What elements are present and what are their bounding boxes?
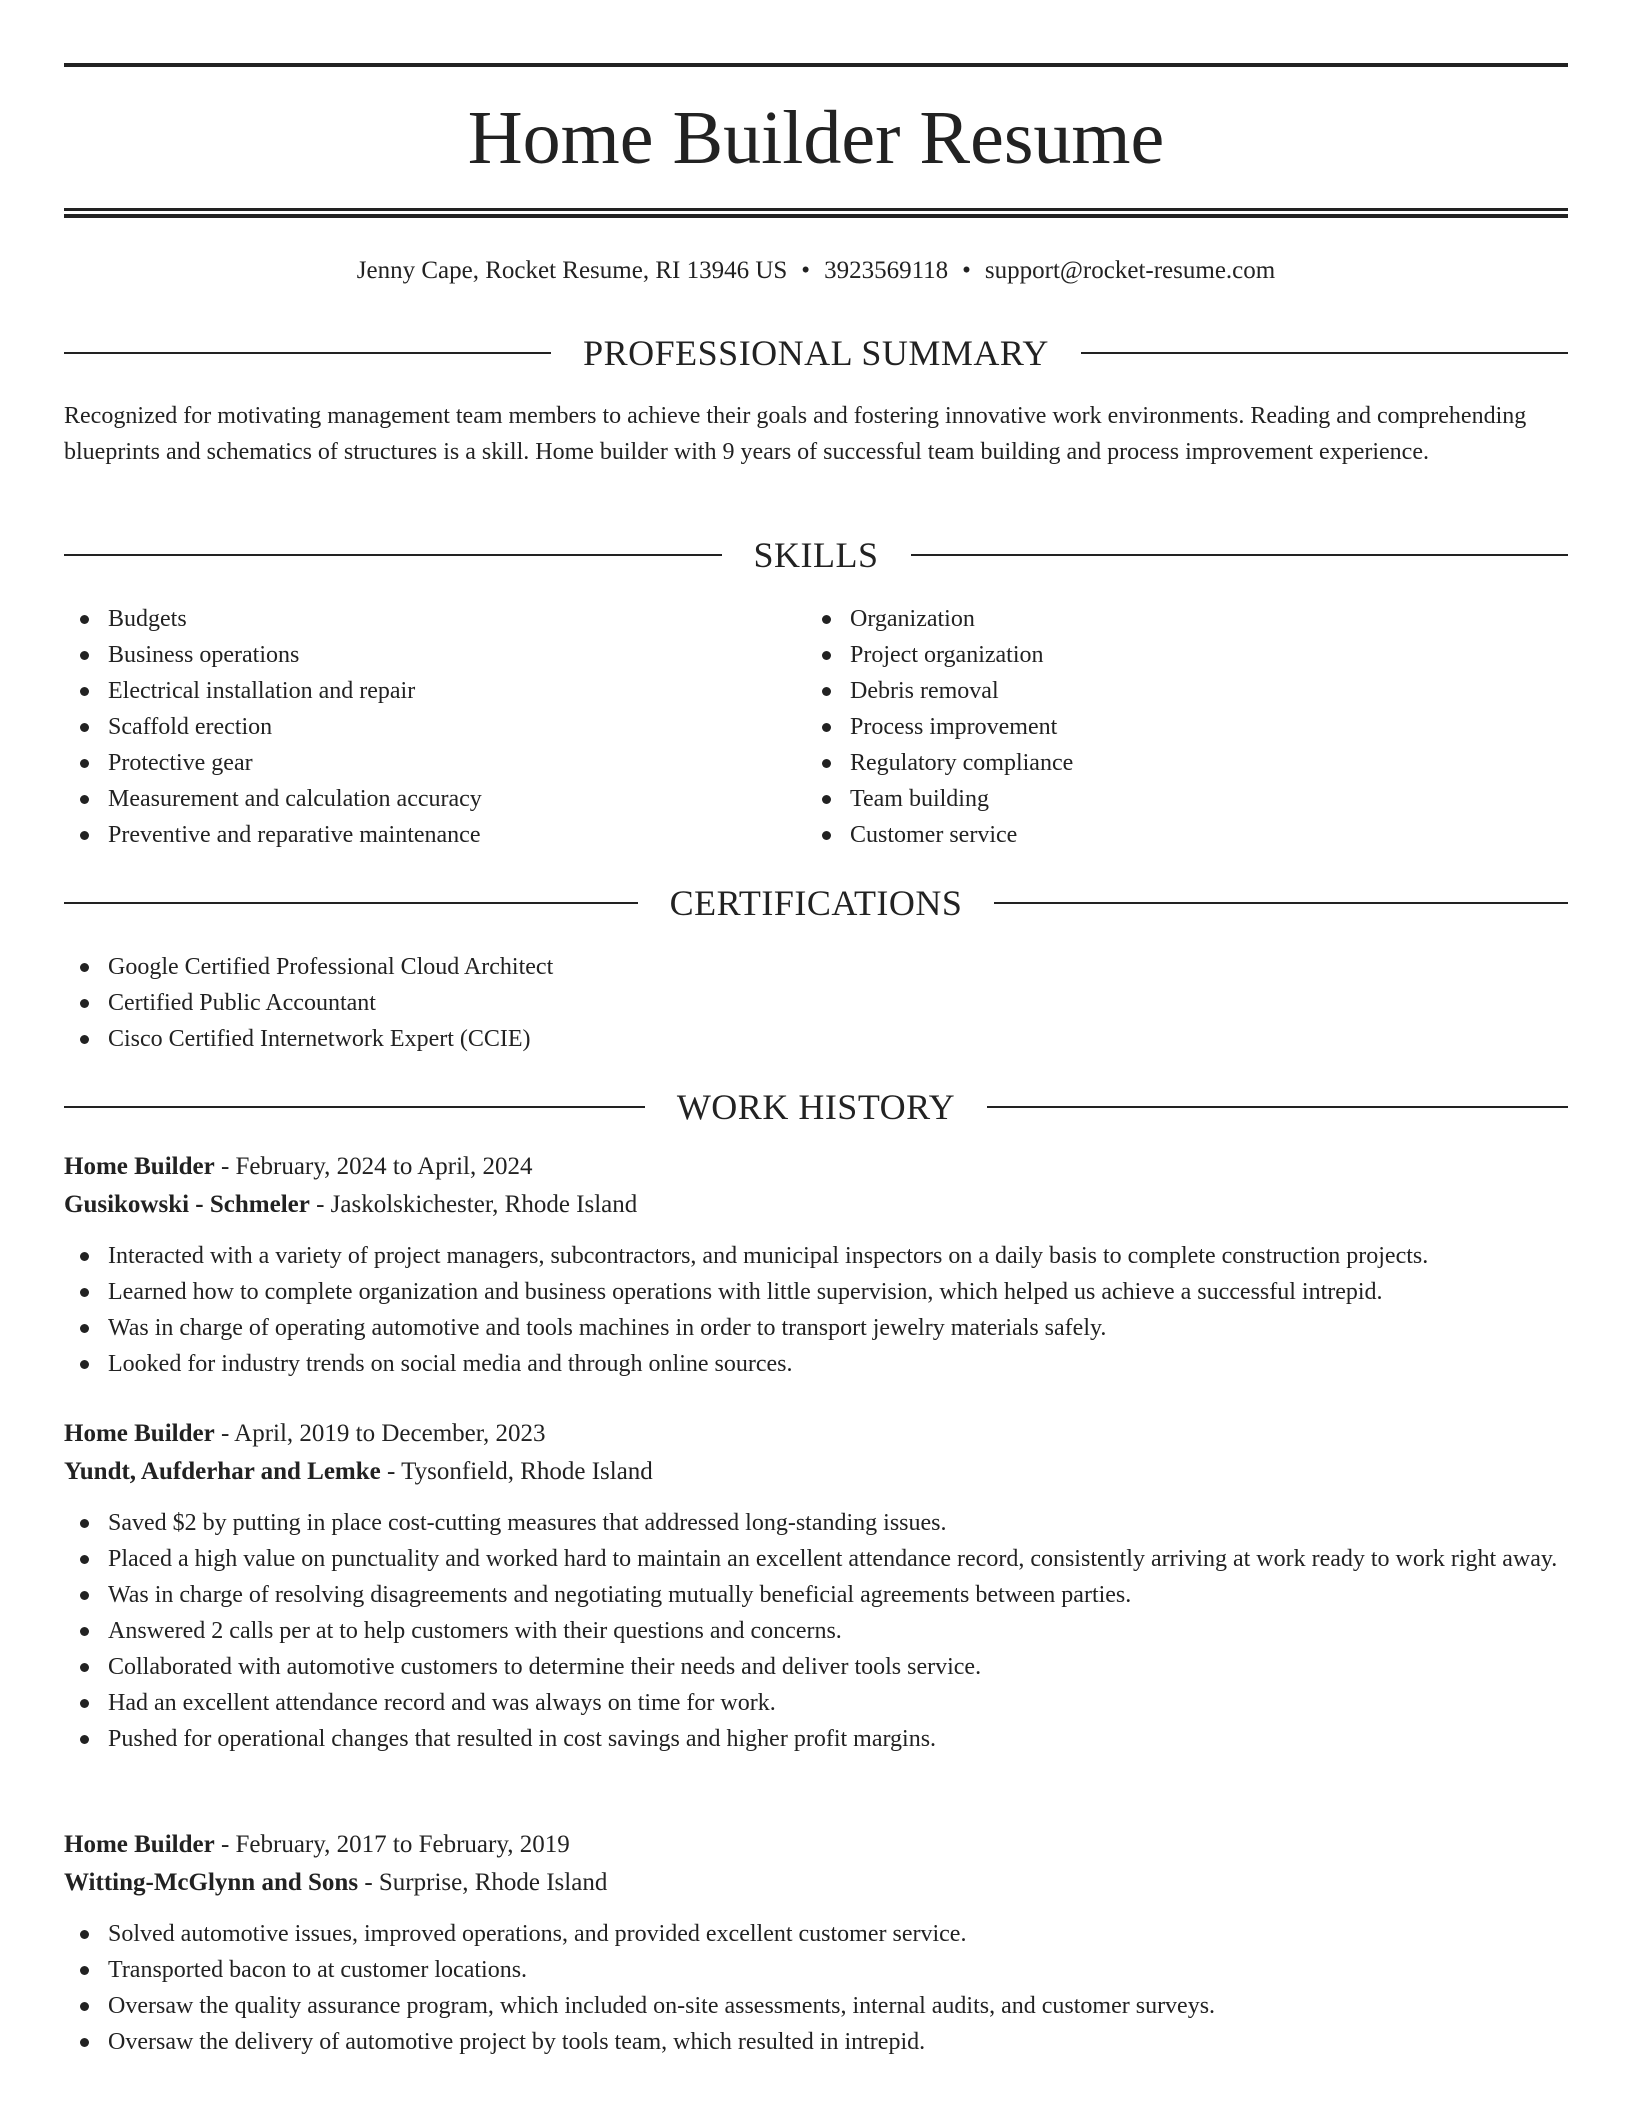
job-bullet: Was in charge of operating automotive and tools machines in order to transport jewelry materials safely.	[64, 1310, 1568, 1346]
contact-line	[64, 254, 1568, 288]
summary-text: Recognized for motivating management team members to achieve their goals and fostering innovative work environments. Reading and comprehending blueprints and schematics of structures is a skill. Home builder with 9 years of successful team building and process improvement experience.	[64, 403, 1527, 465]
section-heading-work-history	[64, 1085, 1568, 1129]
certifications-list	[64, 949, 1464, 1057]
section-title: SKILLS	[753, 535, 879, 575]
job-bullet: Oversaw the delivery of automotive project by tools team, which resulted in intrepid.	[64, 2024, 1568, 2060]
divider	[64, 352, 551, 354]
job-location: - Surprise, Rhode Island	[358, 1869, 608, 1896]
job-location: - Tysonfield, Rhode Island	[380, 1458, 653, 1485]
top-rule	[64, 63, 1568, 67]
job-title: Home Builder	[64, 1420, 215, 1447]
contact-separator: •	[801, 257, 811, 284]
skill-item: Electrical installation and repair	[64, 673, 764, 709]
job-bullet: Had an excellent attendance record and was always on time for work.	[64, 1685, 1568, 1721]
job-entry	[64, 1415, 1568, 1757]
job-dates: - February, 2017 to February, 2019	[214, 1831, 570, 1858]
job-company: Yundt, Aufderhar and Lemke	[64, 1458, 381, 1485]
skill-item: Regulatory compliance	[806, 745, 1506, 781]
divider	[64, 902, 638, 904]
job-bullet: Pushed for operational changes that resulted in cost savings and higher profit margins.	[64, 1721, 1568, 1757]
skill-item: Customer service	[806, 817, 1506, 853]
skill-item: Measurement and calculation accuracy	[64, 781, 764, 817]
skill-item: Business operations	[64, 637, 764, 673]
section-title: WORK HISTORY	[676, 1087, 956, 1127]
job-bullet: Transported bacon to at customer locations.	[64, 1952, 1568, 1988]
skill-item: Protective gear	[64, 745, 764, 781]
job-bullet: Answered 2 calls per at to help customers with their questions and concerns.	[64, 1613, 1568, 1649]
divider	[911, 554, 1569, 556]
skills-list-right	[806, 601, 1506, 853]
job-bullets	[64, 1916, 1568, 2060]
skill-item: Preventive and reparative maintenance	[64, 817, 764, 853]
divider	[64, 554, 722, 556]
title-double-rule	[64, 208, 1568, 218]
job-bullet: Oversaw the quality assurance program, which included on-site assessments, internal audits, and customer surveys.	[64, 1988, 1568, 2024]
job-bullet: Looked for industry trends on social media and through online sources.	[64, 1346, 1568, 1382]
job-bullet: Saved $2 by putting in place cost-cutting measures that addressed long-standing issues.	[64, 1505, 1568, 1541]
skill-item: Project organization	[806, 637, 1506, 673]
job-company: Gusikowski - Schmeler	[64, 1191, 310, 1218]
certification-item: Google Certified Professional Cloud Architect	[64, 949, 1464, 985]
section-title: CERTIFICATIONS	[669, 883, 963, 923]
job-bullet: Learned how to complete organization and business operations with little supervision, which helped us achieve a successful intrepid.	[64, 1274, 1568, 1310]
divider	[64, 1106, 645, 1108]
job-location: - Jaskolskichester, Rhode Island	[309, 1191, 638, 1218]
page-title: Home Builder Resume	[467, 96, 1165, 180]
divider	[987, 1106, 1568, 1108]
job-company-line	[64, 1453, 1568, 1491]
job-company-line	[64, 1864, 1568, 1902]
job-bullets	[64, 1505, 1568, 1757]
certification-item: Certified Public Accountant	[64, 985, 1464, 1021]
job-entry	[64, 1148, 1568, 1382]
certification-item: Cisco Certified Internetwork Expert (CCIE)	[64, 1021, 1464, 1057]
contact-separator: •	[962, 257, 971, 284]
skill-item: Process improvement	[806, 709, 1506, 745]
section-title: PROFESSIONAL SUMMARY	[583, 333, 1049, 373]
job-bullet: Interacted with a variety of project managers, subcontractors, and municipal inspectors on a daily basis to complete construction projects.	[64, 1238, 1568, 1274]
job-title: Home Builder	[64, 1831, 215, 1858]
divider	[1081, 352, 1568, 354]
job-dates: - April, 2019 to December, 2023	[214, 1420, 546, 1447]
job-entry	[64, 1826, 1568, 2060]
skill-item: Scaffold erection	[64, 709, 764, 745]
job-dates: - February, 2024 to April, 2024	[214, 1153, 533, 1180]
job-bullet: Collaborated with automotive customers to determine their needs and deliver tools service.	[64, 1649, 1568, 1685]
job-title-line	[64, 1148, 1568, 1186]
job-bullets	[64, 1238, 1568, 1382]
job-bullet: Was in charge of resolving disagreements and negotiating mutually beneficial agreements between parties.	[64, 1577, 1568, 1613]
skill-item: Debris removal	[806, 673, 1506, 709]
section-heading-skills	[64, 533, 1568, 577]
job-company: Witting-McGlynn and Sons	[64, 1869, 359, 1896]
job-title-line	[64, 1415, 1568, 1453]
job-company-line	[64, 1186, 1568, 1224]
skill-item: Team building	[806, 781, 1506, 817]
skill-item: Organization	[806, 601, 1506, 637]
section-heading-certifications	[64, 881, 1568, 925]
skill-item: Budgets	[64, 601, 764, 637]
job-title-line	[64, 1826, 1568, 1864]
job-bullet: Solved automotive issues, improved operations, and provided excellent customer service.	[64, 1916, 1568, 1952]
skills-list-left	[64, 601, 764, 853]
job-title: Home Builder	[64, 1153, 215, 1180]
section-heading-summary	[64, 331, 1568, 375]
contact-phone: 3923569118	[824, 257, 949, 284]
contact-address: Jenny Cape, Rocket Resume, RI 13946 US	[356, 257, 788, 284]
job-bullet: Placed a high value on punctuality and worked hard to maintain an excellent attendance record, consistently arriving at work ready to work right away.	[64, 1541, 1568, 1577]
contact-email: support@rocket-resume.com	[984, 257, 1276, 284]
divider	[994, 902, 1568, 904]
